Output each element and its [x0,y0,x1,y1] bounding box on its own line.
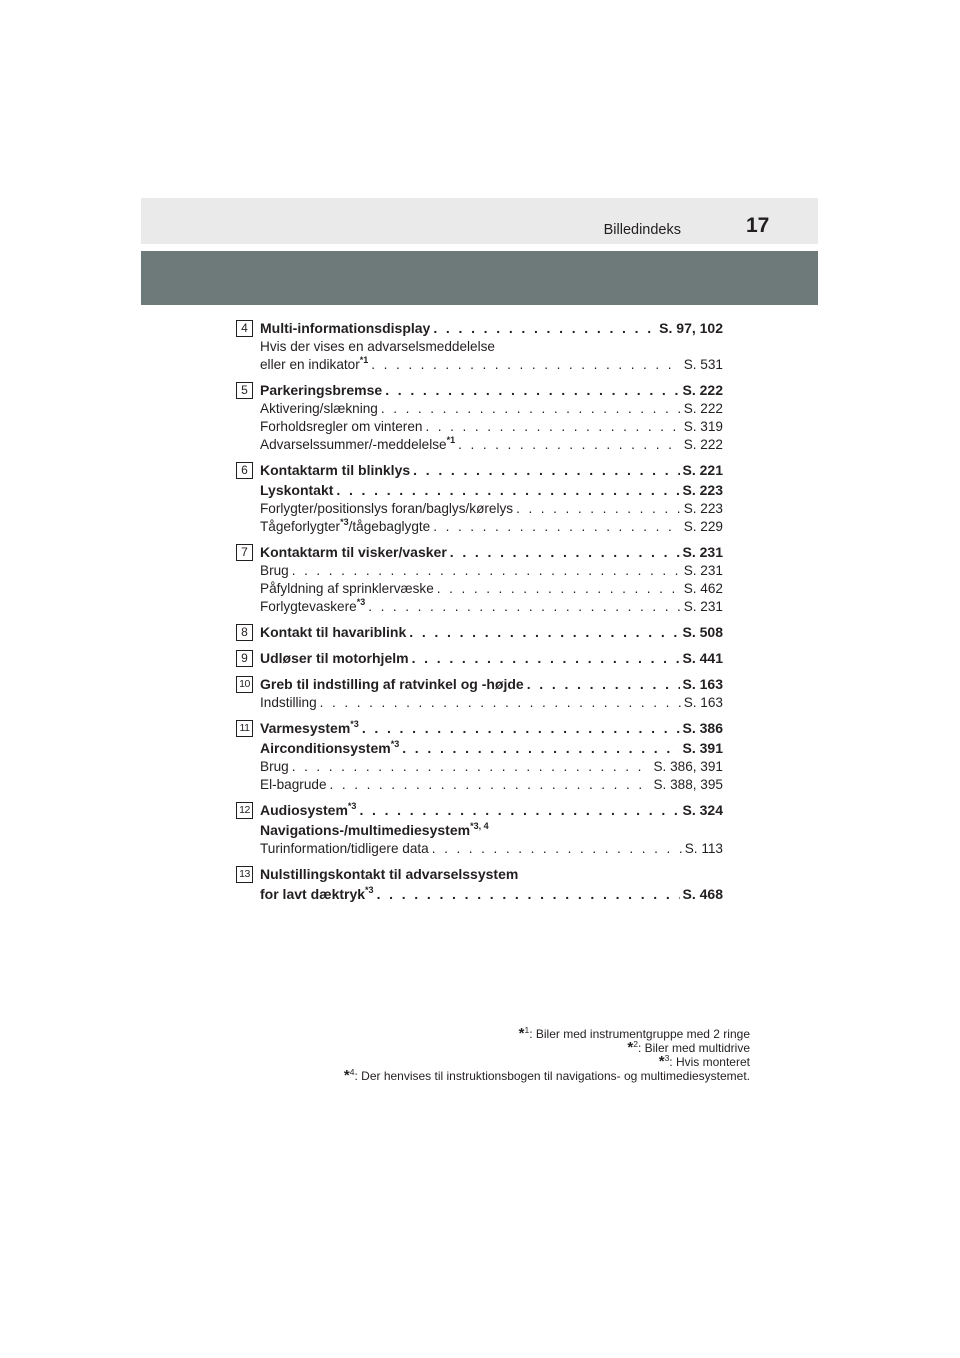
page-reference: S. 319 [683,419,723,434]
entry-main-line [260,460,723,480]
entry-line [260,864,723,884]
entry-main-line [260,718,723,738]
entry-number-badge: 4 [236,320,253,337]
dot-leader [292,758,651,776]
footnote-marker: *3 [390,739,400,749]
dot-leader [516,500,681,518]
footnote-text: : Biler med instrumentgruppe med 2 ringe [529,1027,750,1041]
page-reference: S. 222 [682,382,723,398]
page-reference: S. 163 [682,676,723,692]
index-entry [236,864,723,904]
entry-label-group [260,418,422,436]
entry-number-badge: 7 [236,544,253,561]
entry-main-line [260,738,723,758]
footnote-line [344,1069,750,1083]
entry-label: Hvis der vises en advarselsmeddelelse [260,339,495,354]
dot-leader [458,436,681,454]
header-dark-band [141,251,818,305]
entry-label-suffix: /tågebaglygte [348,519,431,534]
dot-leader [381,400,681,418]
entry-main-line [260,674,723,694]
index-entry [236,800,723,858]
page-reference: S. 163 [683,695,723,710]
footnote-text: : Biler med multidrive [637,1041,750,1055]
entry-line [260,820,723,840]
index-entry [236,318,723,374]
entry-sub-line [260,400,723,418]
entry-label: Påfyldning af sprinklervæske [260,581,434,596]
dot-leader [377,884,680,904]
page-reference: S. 388, 395 [653,777,723,792]
entry-label: Kontaktarm til visker/vasker [260,544,447,560]
entry-label-group [260,800,356,820]
dot-leader [412,648,680,668]
entry-sub-line [260,598,723,616]
dot-leader [371,356,680,374]
entry-main-line [260,542,723,562]
footnote-line [344,1055,750,1069]
entry-label: Audiosystem [260,802,348,818]
entry-main-line [260,318,723,338]
entry-label-group [260,460,410,480]
dot-leader [433,518,680,536]
page-reference: S. 229 [683,519,723,534]
dot-leader [433,318,656,338]
dot-leader [413,460,679,480]
entry-sub-line [260,518,723,536]
footnote-star: * [627,1039,634,1056]
entry-number-badge: 9 [236,650,253,667]
entry-label: Kontaktarm til blinklys [260,462,411,478]
entry-label-group [260,562,289,580]
dot-leader [320,694,681,712]
index-entry [236,380,723,454]
entry-label-group [260,436,455,454]
entry-sub-line [260,580,723,598]
page-reference: S. 386, 391 [653,759,723,774]
footnote-number: 3 [664,1053,670,1063]
entry-sub-line [260,694,723,712]
footnote-line [344,1041,750,1055]
entry-label-group [260,598,365,616]
page-reference: S. 222 [683,437,723,452]
dot-leader [336,480,679,500]
dot-leader [359,800,679,820]
entry-label: Aktivering/slækning [260,401,378,416]
entry-label-group [260,776,327,794]
footnote-marker: *3, 4 [470,821,489,831]
entry-number-badge: 13 [236,866,253,883]
entry-sub-line [260,418,723,436]
entry-label-group [260,718,359,738]
dot-leader [437,580,681,598]
page-reference: S. 468 [682,886,723,902]
index-entry [236,718,723,794]
entry-label: Multi-informationsdisplay [260,320,431,336]
footnote-marker: *3 [365,885,374,895]
entry-sub-line [260,562,723,580]
entry-sub-line [260,776,723,794]
entry-label-group [260,580,434,598]
page-reference: S. 222 [683,401,723,416]
footnote-text: : Der henvises til instruktionsbogen til navigations- og multimediesystemet. [354,1069,750,1083]
page-reference: S. 113 [684,841,723,856]
footnote-marker: *3 [340,517,349,527]
footnote-marker: *3 [350,719,359,729]
section-title: Billedindeks [603,222,681,238]
dot-leader [362,718,680,738]
entry-sub-line [260,436,723,454]
entry-label-group [260,318,430,338]
dot-leader [330,776,651,794]
entry-label-group [260,400,378,418]
page-reference: S. 223 [682,482,723,498]
dot-leader [432,840,682,858]
entry-label-group [260,758,289,776]
page-reference: S. 231 [683,563,723,578]
page-reference: S. 223 [683,501,723,516]
entry-label-group [260,480,333,500]
entry-label-group [260,694,317,712]
index-entry [236,542,723,616]
dot-leader [368,598,680,616]
dot-leader [527,674,680,694]
entry-label: Varmesystem [260,720,351,736]
entry-label-group [260,542,447,562]
entry-main-line [260,380,723,400]
entry-label: Forholdsregler om vinteren [260,419,423,434]
entry-label: Brug [260,759,289,774]
footnote-star: * [658,1053,665,1070]
footnote-number: 4 [349,1067,355,1077]
entry-label: Parkeringsbremse [260,382,383,398]
entry-label-group [260,356,368,374]
footnote-star: * [343,1067,350,1084]
entry-label: Udløser til motorhjelm [260,650,409,666]
entry-main-line [260,622,723,642]
footnote-line [344,1027,750,1041]
entry-number-badge: 6 [236,462,253,479]
footnote-marker: *3 [356,597,366,607]
entry-number-badge: 10 [236,676,253,693]
page-reference: S. 324 [682,802,723,818]
page-reference: S. 462 [683,581,723,596]
entry-label-group [260,622,406,642]
entry-label: Indstilling [260,695,317,710]
entry-sub-line [260,840,723,858]
entry-label: Greb til indstilling af ratvinkel og -højde [260,676,524,692]
footnotes [344,1027,750,1083]
entry-label: Forlygter/positionslys foran/baglys/kørelys [260,501,514,516]
page-reference: S. 231 [683,599,723,614]
entry-number-badge: 8 [236,624,253,641]
entry-label-group [260,500,513,518]
entry-label: eller en indikator [260,357,360,372]
entry-main-line [260,648,723,668]
footnote-marker: *3 [347,801,357,811]
entry-number-badge: 5 [236,382,253,399]
entry-line [260,338,723,356]
entry-label: Navigations-/multimediesystem [260,822,471,838]
entry-label-group [260,840,429,858]
footnote-star: * [518,1025,525,1042]
entry-label: Kontakt til havariblink [260,624,407,640]
dot-leader [409,622,679,642]
entry-label-group [260,648,409,668]
entry-number-badge: 11 [236,720,253,737]
dot-leader [425,418,680,436]
entry-label: Brug [260,563,289,578]
dot-leader [450,542,680,562]
dot-leader [292,562,681,580]
index-list [236,318,723,910]
index-entry [236,622,723,642]
entry-label: Airconditionsystem [260,740,391,756]
entry-label-group [260,738,399,758]
entry-main-line [260,884,723,904]
entry-sub-line [260,758,723,776]
index-entry [236,648,723,668]
page-header [141,198,818,244]
entry-label-group [260,884,374,904]
index-entry [236,460,723,536]
entry-sub-line [260,356,723,374]
entry-number-badge: 12 [236,802,253,819]
page-reference: S. 531 [683,357,723,372]
index-entry [236,674,723,712]
entry-main-line [260,800,723,820]
entry-label-group [260,518,430,536]
page-reference: S. 441 [682,650,723,666]
entry-label: Turinformation/tidligere data [260,841,429,856]
footnote-text: : Hvis monteret [669,1055,750,1069]
page-number: 17 [746,214,770,237]
entry-label: Tågeforlygter [260,519,341,534]
footnote-marker: *1 [359,355,369,365]
entry-label: Lyskontakt [260,482,334,498]
page-reference: S. 386 [682,720,723,736]
page-reference: S. 391 [682,740,723,756]
footnote-marker: *1 [446,435,456,445]
page-reference: S. 97, 102 [659,320,723,336]
entry-label: Forlygtevaskere [260,599,357,614]
entry-label: Nulstillingskontakt til advarselssystem [260,866,519,882]
entry-label: Advarselssummer/-meddelelse [260,437,447,452]
entry-label: El-bagrude [260,777,327,792]
page-reference: S. 221 [682,462,723,478]
entry-label-group [260,674,524,694]
entry-main-line [260,480,723,500]
dot-leader [385,380,679,400]
entry-label: for lavt dæktryk [260,886,366,902]
entry-label-group [260,380,382,400]
page-reference: S. 231 [682,544,723,560]
entry-sub-line [260,500,723,518]
dot-leader [402,738,679,758]
page-reference: S. 508 [682,624,723,640]
footnote-number: 2 [633,1039,638,1049]
footnote-number: 1 [524,1025,530,1035]
